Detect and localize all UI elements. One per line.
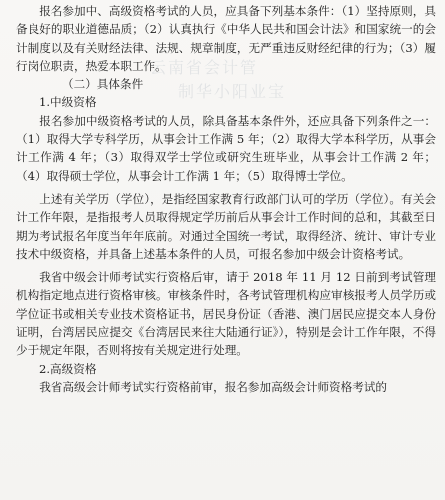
document-body	[16, 2, 436, 396]
paragraph-degree-definition: 上述有关学历（学位），是指经国家教育行政部门认可的学历（学位）。有关会计工作年限，是指报考人员取得规定学历前后从事会计工作时间的总和，其截至日期为考试报名年度当年年底前。对通过全国统一考试，取得经济、统计、审计专业技术中级资格，并具备上述基本条件的人员，可报名参加中级会计资格考试。	[16, 191, 436, 261]
heading-senior-qualification: 2.高级资格	[39, 361, 97, 376]
paragraph-qualification-review: 我省中级会计师考试实行资格后审，请于 2018 年 11 月 12 日前到考试管理机构指定地点进行资格审核。审核条件时，各考试管理机构应审核报考人员学历或学位证书或相关专业技术资格证书，居民身份证（香港、澳门居民应提交本人身份证明，台湾居民应提交《台湾居民来往大陆通行证》），特别是会计工作年限，不得少于规定年限，否则将按有关规定进行处理。	[16, 270, 436, 358]
paragraph-intermediate-conditions: 报名参加中级资格考试的人员，除具备基本条件外，还应具备下列条件之一：（1）取得大学专科学历，从事会计工作满 5 年；（2）取得大学本科学历，从事会计工作满 4 年；（3）取得双学士学位或研究生班毕业，从事会计工作满 2 年；（4）取得硕士学位，从事会计工作满 1 年；（5）取得博士学位。	[16, 113, 436, 183]
heading-intermediate-qualification: 1.中级资格	[39, 95, 97, 110]
heading-specific-conditions: （二）具体条件	[62, 77, 144, 92]
watermark-line-2: 制华小阳业宝	[178, 82, 287, 101]
paragraph-basic-conditions: 报名参加中、高级资格考试的人员，应具备下列基本条件：（1）坚持原则，具备良好的职业道德品质；（2）认真执行《中华人民共和国会计法》和国家统一的会计制度以及有关财经法律、法规、规章制度，无严重违反财经纪律的行为；（3）履行岗位职责，热爱本职工作。	[16, 4, 436, 73]
paragraph-senior-conditions: 我省高级会计师考试实行资格前审，报名参加高级会计师资格考试的	[39, 379, 388, 394]
watermark-line-1: 云南省会计管	[150, 58, 259, 77]
